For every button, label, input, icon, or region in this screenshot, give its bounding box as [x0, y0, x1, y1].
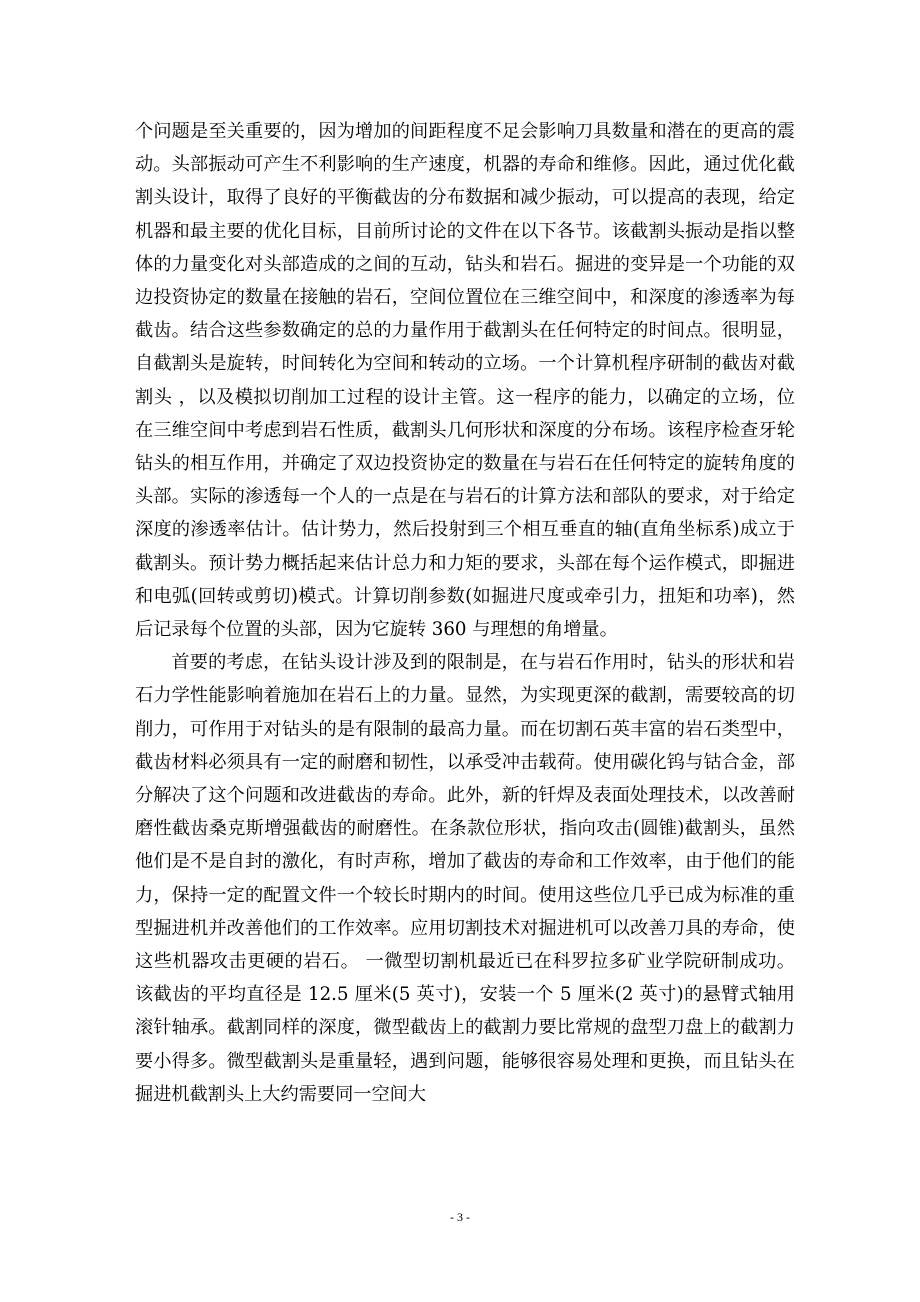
page-number: - 3 - — [450, 1210, 470, 1224]
document-body — [135, 115, 795, 1111]
body-paragraph: 个问题是至关重要的，因为增加的间距程度不足会影响刀具数量和潜在的更高的震动。头部振动可产生不利影响的生产速度，机器的寿命和维修。因此，通过优化截割头设计，取得了良好的平衡截齿的分布数据和减少振动，可以提高的表现，给定机器和最主要的优化目标，目前所讨论的文件在以下各节。该截割头振动是指以整体的力量变化对头部造成的之间的互动，钻头和岩石。掘进的变异是一个功能的双边投资协定的数量在接触的岩石，空间位置位在三维空间中，和深度的渗透率为每截齿。结合这些参数确定的总的力量作用于截割头在任何特定的时间点。很明显，自截割头是旋转，时间转化为空间和转动的立场。一个计算机程序研制的截齿对截割头 ，以及模拟切削加工过程的设计主管。这一程序的能力，以确定的立场，位在三维空间中考虑到岩石性质，截割头几何形状和深度的分布场。该程序检查牙轮钻头的相互作用，并确定了双边投资协定的数量在与岩石在任何特定的旋转角度的头部。实际的渗透每一个人的一点是在与岩石的计算方法和部队的要求，对于给定深度的渗透率估计。估计势力，然后投射到三个相互垂直的轴(直角坐标系)成立于截割头。预计势力概括起来估计总力和力矩的要求，头部在每个运作模式，即掘进和电弧(回转或剪切)模式。计算切削参数(如掘进尺度或牵引力，扭矩和功率)，然后记录每个位置的头部，因为它旋转 360 与理想的角增量。 — [135, 121, 795, 641]
body-paragraph: 首要的考虑，在钻头设计涉及到的限制是，在与岩石作用时，钻头的形状和岩石力学性能影响着施加在岩石上的力量。显然，为实现更深的截割，需要较高的切削力，可作用于对钻头的是有限制的最高力量。而在切割石英丰富的岩石类型中，截齿材料必须具有一定的耐磨和韧性，以承受冲击载荷。使用碳化钨与钴合金，部分解决了这个问题和改进截齿的寿命。此外，新的钎焊及表面处理技术，以改善耐磨性截齿桑克斯增强截齿的耐磨性。在条款位形状，指向攻击(圆锥)截割头，虽然他们是不是自封的激化，有时声称，增加了截齿的寿命和工作效率，由于他们的能力，保持一定的配置文件一个较长时期内的时间。使用这些位几乎已成为标准的重型掘进机并改善他们的工作效率。应用切割技术对掘进机可以改善刀具的寿命，使这些机器攻击更硬的岩石。 一微型切割机最近已在科罗拉多矿业学院研制成功。该截齿的平均直径是 12.5 厘米(5 英寸)，安装一个 5 厘米(2 英寸)的悬臂式轴用滚针轴承。截割同样的深度，微型截齿上的截割力要比常规的盘型刀盘上的截割力要小得多。微型截割头是重量轻，遇到问题，能够很容易处理和更换，而且钻头在掘进机截割头上大约需要同一空间大 — [135, 652, 795, 1105]
